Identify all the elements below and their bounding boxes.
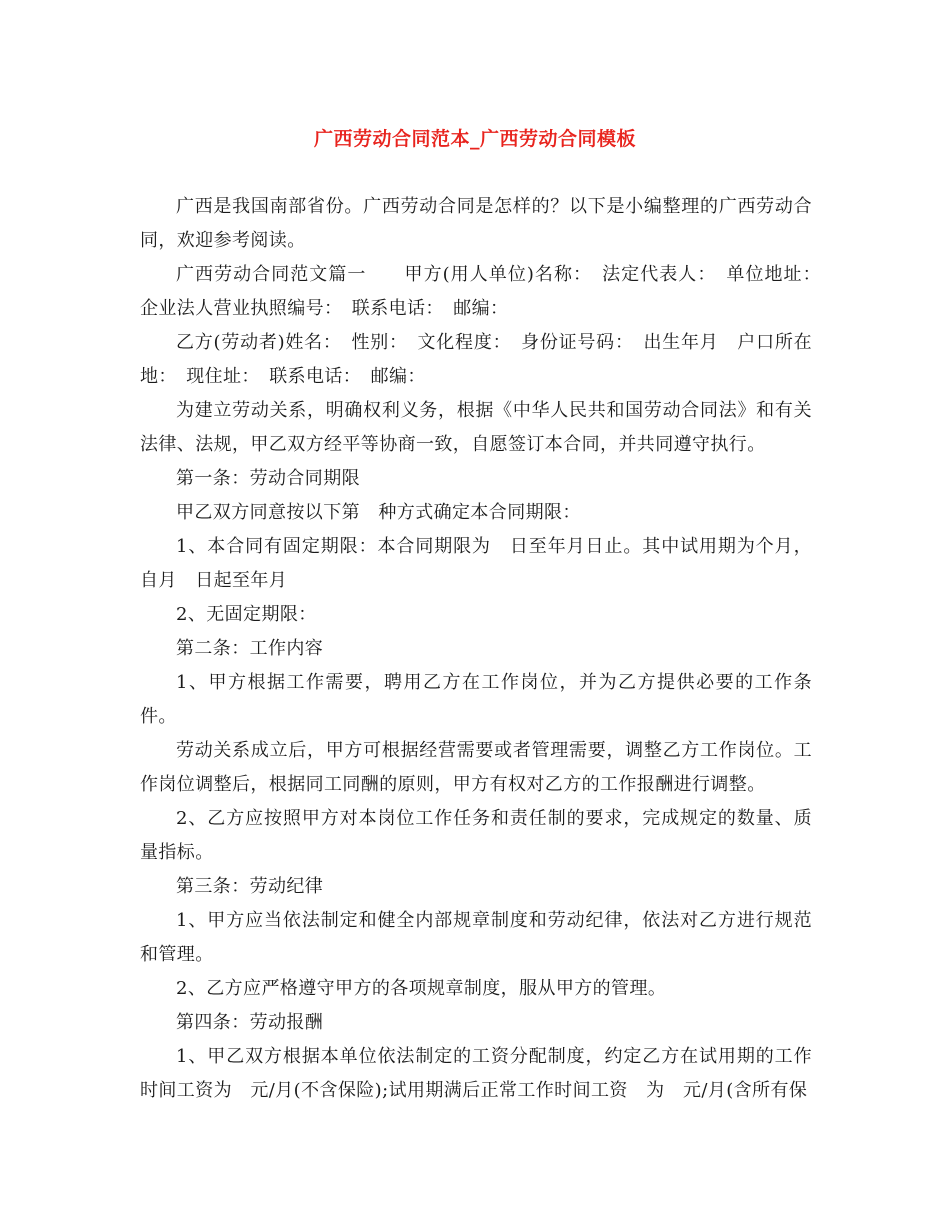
paragraph-fixed-term: 1、本合同有固定期限：本合同期限为 日至年月日止。其中试用期为个月，自月 日起至年月 xyxy=(140,536,812,591)
document-body xyxy=(140,190,831,1108)
paragraph-job-adjustment: 劳动关系成立后，甲方可根据经营需要或者管理需要，调整乙方工作岗位。工作岗位调整后，根据同工同酬的原则，甲方有权对乙方的工作报酬进行调整。 xyxy=(140,740,812,795)
paragraph-open-term: 2、无固定期限： xyxy=(176,604,317,625)
paragraph-intro: 广西是我国南部省份。广西劳动合同是怎样的？以下是小编整理的广西劳动合同，欢迎参考阅读。 xyxy=(140,196,812,251)
paragraph-rules-employee: 2、乙方应严格遵守甲方的各项规章制度，服从甲方的管理。 xyxy=(176,978,667,999)
paragraph-term-choice: 甲乙双方同意按以下第 种方式确定本合同期限： xyxy=(176,502,581,523)
paragraph-wages: 1、甲乙双方根据本单位依法制定的工资分配制度，约定乙方在试用期的工作时间工资为 元/月(不含保险);试用期满后正常工作时间工资 为 元/月(含所有保 xyxy=(140,1046,812,1101)
paragraph-party-b: 乙方(劳动者)姓名： 性别： 文化程度： 身份证号码： 出生年月 户口所在地： 现住址： 联系电话： 邮编： xyxy=(140,332,812,387)
paragraph-rules-employer: 1、甲方应当依法制定和健全内部规章制度和劳动纪律，依法对乙方进行规范和管理。 xyxy=(140,910,812,965)
paragraph-job-assignment: 1、甲方根据工作需要，聘用乙方在工作岗位，并为乙方提供必要的工作条件。 xyxy=(140,672,812,727)
document-title: 广西劳动合同范本_广西劳动合同模板 xyxy=(313,128,636,150)
paragraph-purpose: 为建立劳动关系，明确权利义务，根据《中华人民共和国劳动合同法》和有关法律、法规，甲乙双方经平等协商一致，自愿签订本合同，并共同遵守执行。 xyxy=(140,400,812,455)
article-2-heading: 第二条：工作内容 xyxy=(176,638,324,659)
paragraph-job-requirements: 2、乙方应按照甲方对本岗位工作任务和责任制的要求，完成规定的数量、质量指标。 xyxy=(140,808,812,863)
article-4-heading: 第四条：劳动报酬 xyxy=(176,1012,324,1033)
paragraph-party-a: 广西劳动合同范文篇一 甲方(用人单位)名称： 法定代表人： 单位地址： 企业法人营业执照编号： 联系电话： 邮编： xyxy=(140,264,831,319)
article-1-heading: 第一条：劳动合同期限 xyxy=(176,468,360,489)
article-3-heading: 第三条：劳动纪律 xyxy=(176,876,324,897)
